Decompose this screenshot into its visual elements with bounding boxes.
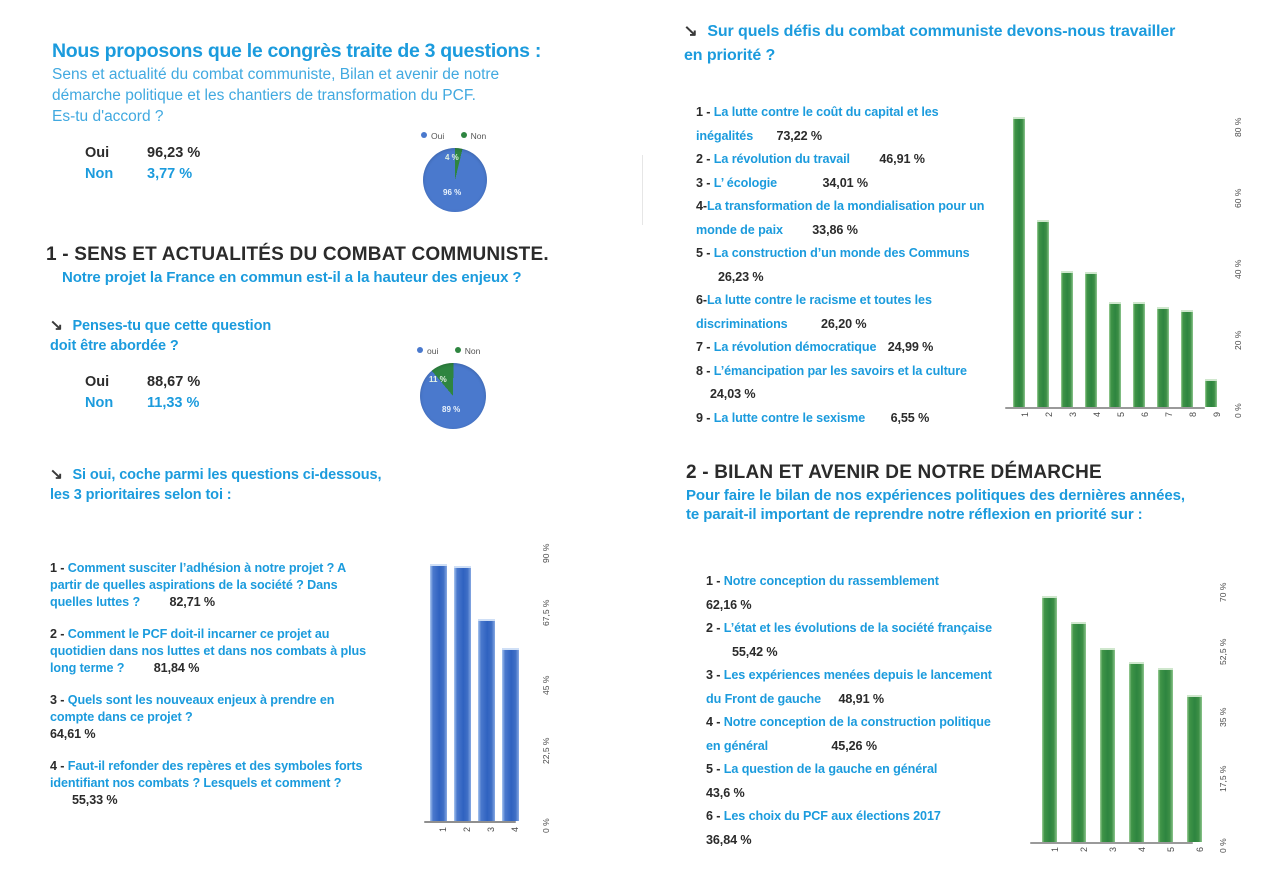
bar-chart-plot-area — [424, 545, 512, 823]
x-tick-8: 8 — [1188, 411, 1198, 417]
list-item-number: 5 - — [706, 762, 724, 776]
list-item-text: La révolution du travail — [713, 152, 850, 166]
list-item-number: 9 - — [696, 410, 714, 425]
x-tick-6: 6 — [1140, 411, 1150, 417]
bar-1 — [430, 564, 447, 821]
pie2-legend-label-non: Non — [464, 346, 481, 356]
y-tick-3: 60 % — [1233, 188, 1243, 208]
pie2-answer-table — [85, 372, 200, 414]
bar-6 — [1187, 695, 1202, 842]
y-tick-1: 22,5 % — [541, 737, 551, 764]
question-prioritaires-line-1: Si oui, coche parmi les questions ci-dessous, — [72, 467, 382, 483]
bar-2 — [1071, 622, 1086, 842]
intro-body-line-2: démarche politique et les chantiers de transformation du PCF. — [52, 87, 476, 104]
list-item-percent: 24,03 % — [710, 387, 756, 401]
bar-chart-section2-bilan — [1030, 570, 1270, 870]
section-1-subtitle: Notre projet la France en commun est-il a la hauteur des enjeux ? — [62, 269, 522, 286]
list-item-percent: 45,26 % — [831, 738, 877, 753]
list-item-percent: 81,84 % — [153, 661, 200, 675]
answer-label: Oui — [85, 374, 110, 390]
list-item — [50, 560, 380, 611]
pie2-minor-label: 11 % — [429, 375, 447, 384]
table-row — [85, 143, 200, 164]
pie1-legend-item-oui — [421, 131, 444, 141]
x-tick-5: 5 — [1116, 411, 1126, 417]
list-item-text: L’état et les évolutions de la société française — [723, 621, 992, 635]
list-item-text: L’émancipation par les savoirs et la culture — [713, 363, 967, 378]
y-tick-4: 90 % — [541, 543, 551, 563]
bar-chart-section1-priorites — [424, 545, 564, 845]
list-item-number: 3 - — [706, 668, 724, 682]
list-item — [696, 360, 986, 407]
bar-5 — [1109, 302, 1121, 407]
list-item — [50, 626, 380, 677]
bar-1 — [1042, 596, 1057, 842]
list-item-text: La construction d’un monde des Communs — [713, 246, 970, 260]
pie2-legend-label-oui: oui — [427, 346, 439, 356]
bar-4 — [1129, 662, 1144, 842]
scan-artifact-line — [642, 155, 643, 225]
bar-9 — [1205, 379, 1217, 407]
legend-swatch-icon — [421, 132, 427, 138]
pie1-minor-label: 4 % — [445, 153, 459, 162]
x-tick-1: 1 — [438, 826, 448, 832]
question-defis-heading — [684, 20, 1264, 68]
list-item-text: Quels sont les nouveaux enjeux à prendre en compte dans ce projet ? — [50, 693, 335, 724]
section-2-subtitle-line-2: te parait-il important de reprendre notre réflexion en priorité sur : — [686, 506, 1143, 523]
list-item — [50, 692, 380, 743]
question-prioritaires-line-2: les 3 prioritaires selon toi : — [50, 487, 232, 503]
bar-2 — [1037, 220, 1049, 407]
intro-body-line-3: Es-tu d'accord ? — [52, 108, 164, 125]
pie2-legend-item-non — [455, 346, 481, 356]
section-1-item-list — [50, 560, 380, 809]
question-defis-line-2: en priorité ? — [684, 47, 776, 64]
x-tick-3: 3 — [1068, 411, 1078, 417]
list-item-percent: 55,33 % — [72, 793, 118, 807]
bar-chart-defis-combat — [1005, 95, 1255, 435]
list-item-number: 4 - — [706, 715, 724, 729]
list-item-percent: 36,84 % — [706, 832, 752, 847]
x-tick-3: 3 — [1108, 846, 1118, 852]
list-item-number: 1 - — [696, 105, 714, 119]
answer-value: 11,33 % — [147, 395, 200, 411]
list-item-number: 5 - — [696, 246, 714, 260]
bar-4 — [502, 648, 519, 821]
x-tick-3: 3 — [486, 826, 496, 832]
question-abordee-heading — [50, 316, 380, 356]
list-item — [706, 664, 996, 711]
pie-chart-accord — [423, 148, 487, 212]
y-tick-3: 52,5 % — [1218, 638, 1228, 665]
arrow-down-right-icon: ↘ — [49, 317, 63, 334]
list-item — [696, 336, 986, 360]
section-2-title: 2 - BILAN ET AVENIR DE NOTRE DÉMARCHE — [686, 462, 1102, 483]
list-item-number: 8 - — [696, 363, 714, 378]
x-axis-line — [1005, 407, 1205, 409]
list-item-number: 4 - — [50, 759, 68, 773]
question-abordee-line-1: Penses-tu que cette question — [72, 318, 272, 334]
list-item — [706, 617, 996, 664]
list-item — [706, 711, 996, 758]
list-item — [696, 195, 986, 242]
list-item-number: 2 - — [706, 621, 724, 635]
y-tick-0: 0 % — [1218, 838, 1228, 853]
list-item-percent: 6,55 % — [890, 410, 930, 425]
list-item-percent: 46,91 % — [879, 152, 925, 166]
list-item — [696, 407, 986, 431]
x-tick-2: 2 — [1044, 411, 1054, 417]
list-item-percent: 55,42 % — [732, 644, 778, 659]
y-tick-0: 0 % — [541, 818, 551, 833]
bar-4 — [1085, 272, 1097, 407]
list-item-percent: 64,61 % — [50, 727, 96, 741]
list-item-text: Faut-il refonder des repères et des symboles forts identifiant nos combats ? Lesquels et comment ? — [50, 759, 363, 790]
arrow-down-right-icon: ↘ — [49, 466, 63, 483]
pie1-legend-label-non: Non — [470, 131, 487, 141]
defis-item-list — [696, 101, 986, 430]
intro-body — [52, 64, 614, 127]
intro-title: Nous proposons que le congrès traite de 3 questions : — [52, 40, 542, 62]
pie1-answer-table — [85, 143, 200, 185]
list-item-text: Notre conception du rassemblement — [723, 574, 939, 588]
list-item-percent: 24,99 % — [887, 340, 934, 354]
list-item — [696, 172, 986, 196]
answer-label: Oui — [85, 145, 110, 161]
x-tick-4: 4 — [510, 826, 520, 832]
list-item-text: Comment susciter l’adhésion à notre projet ? A partir de quelles aspirations de la société ? Dans quelles luttes ? — [50, 561, 346, 609]
answer-value: 96,23 % — [147, 145, 201, 161]
list-item-number: 2 - — [696, 152, 714, 166]
table-row — [85, 372, 200, 393]
bar-5 — [1158, 668, 1173, 842]
list-item-number: 4- — [696, 199, 707, 213]
list-item-number: 6- — [696, 293, 707, 307]
x-tick-5: 5 — [1166, 846, 1176, 852]
bar-7 — [1157, 307, 1169, 407]
bar-3 — [1100, 648, 1115, 842]
bar-3 — [478, 619, 495, 821]
list-item-text: La question de la gauche en général — [723, 762, 938, 776]
y-tick-4: 70 % — [1218, 582, 1228, 602]
list-item — [706, 805, 996, 852]
list-item — [696, 148, 986, 172]
y-tick-2: 40 % — [1233, 259, 1243, 279]
y-tick-0: 0 % — [1233, 403, 1243, 418]
list-item-number: 3 - — [50, 693, 68, 707]
x-tick-9: 9 — [1212, 411, 1222, 417]
pie1-legend-item-non — [461, 131, 487, 141]
x-tick-2: 2 — [1079, 846, 1089, 852]
list-item — [706, 758, 996, 805]
x-axis-line — [424, 821, 516, 823]
list-item-percent: 26,23 % — [718, 269, 764, 284]
legend-swatch-icon — [417, 347, 423, 353]
question-abordee-line-2: doit être abordée ? — [50, 338, 179, 354]
legend-swatch-icon — [455, 347, 461, 353]
list-item-text: La lutte contre le sexisme — [713, 410, 866, 425]
x-tick-6: 6 — [1195, 846, 1205, 852]
list-item — [696, 101, 986, 148]
list-item-text: La lutte contre le racisme et toutes les discriminations — [696, 293, 932, 331]
x-tick-1: 1 — [1050, 846, 1060, 852]
table-row — [85, 393, 200, 414]
list-item-text: La lutte contre le coût du capital et les inégalités — [696, 105, 939, 143]
list-item-text: Notre conception de la construction politique en général — [706, 715, 991, 753]
right-column — [660, 0, 1284, 894]
intro-body-line-1: Sens et actualité du combat communiste, Bilan et avenir de notre — [52, 66, 500, 83]
bar-chart-plot-area — [1030, 570, 1190, 844]
pie1-legend — [421, 131, 500, 141]
list-item-percent: 33,86 % — [812, 222, 858, 237]
bar-2 — [454, 566, 471, 821]
table-row — [85, 164, 200, 185]
x-tick-4: 4 — [1092, 411, 1102, 417]
y-tick-4: 80 % — [1233, 117, 1243, 137]
list-item-percent: 62,16 % — [706, 597, 752, 612]
list-item-number: 1 - — [50, 561, 68, 575]
x-tick-4: 4 — [1137, 846, 1147, 852]
y-tick-1: 17,5 % — [1218, 765, 1228, 792]
y-tick-2: 45 % — [541, 675, 551, 695]
answer-label: Non — [85, 395, 114, 411]
list-item-percent: 48,91 % — [838, 691, 884, 706]
list-item-percent: 73,22 % — [776, 128, 823, 143]
list-item-text: La révolution démocratique — [713, 340, 877, 354]
bar-8 — [1181, 310, 1193, 407]
list-item-number: 2 - — [50, 627, 68, 641]
list-item-number: 1 - — [706, 574, 724, 588]
pie1-major-label: 96 % — [443, 188, 462, 197]
y-tick-2: 35 % — [1218, 707, 1228, 727]
legend-swatch-icon — [461, 132, 467, 138]
answer-label: Non — [85, 166, 114, 182]
section-2-item-list — [706, 570, 996, 852]
x-tick-2: 2 — [462, 826, 472, 832]
bar-3 — [1061, 271, 1073, 407]
pie2-legend-item-oui — [417, 346, 438, 356]
list-item-number: 3 - — [696, 175, 714, 190]
pie-chart-question-abordee — [420, 363, 486, 429]
arrow-down-right-icon: ↘ — [683, 23, 698, 40]
bar-1 — [1013, 117, 1025, 407]
list-item-text: Les expériences menées depuis le lancement du Front de gauche — [706, 668, 992, 706]
section-1-title: 1 - SENS ET ACTUALITÉS DU COMBAT COMMUNISTE. — [46, 244, 549, 265]
list-item-number: 6 - — [706, 809, 724, 823]
list-item-percent: 43,6 % — [706, 785, 745, 800]
bar-chart-plot-area — [1005, 95, 1201, 409]
list-item-text: Comment le PCF doit-il incarner ce projet au quotidien dans nos luttes et dans nos combats à plus long terme ? — [50, 627, 366, 675]
pie2-legend — [417, 346, 494, 356]
list-item — [696, 289, 986, 336]
section-2-subtitle-line-1: Pour faire le bilan de nos expériences politiques des dernières années, — [686, 487, 1185, 504]
x-tick-7: 7 — [1164, 411, 1174, 417]
list-item-percent: 34,01 % — [822, 175, 869, 190]
list-item-text: Les choix du PCF aux élections 2017 — [723, 809, 941, 823]
pie1-legend-label-oui: Oui — [431, 131, 445, 141]
answer-value: 88,67 % — [147, 374, 201, 390]
list-item — [50, 758, 380, 809]
list-item — [706, 570, 996, 617]
list-item — [696, 242, 986, 289]
section-2-subtitle — [686, 486, 1266, 524]
list-item-text: L’ écologie — [713, 175, 778, 190]
pie2-major-label: 89 % — [442, 405, 461, 414]
list-item-percent: 26,20 % — [820, 316, 867, 331]
y-tick-1: 20 % — [1233, 330, 1243, 350]
question-prioritaires-heading — [50, 465, 450, 505]
y-tick-3: 67,5 % — [541, 599, 551, 626]
bar-6 — [1133, 302, 1145, 407]
answer-value: 3,77 % — [147, 166, 193, 182]
question-defis-line-1: Sur quels défis du combat communiste devons-nous travailler — [707, 23, 1176, 40]
list-item-percent: 82,71 % — [169, 595, 215, 609]
list-item-text: La transformation de la mondialisation pour un monde de paix — [696, 199, 985, 237]
x-tick-1: 1 — [1020, 411, 1030, 417]
x-axis-line — [1030, 842, 1193, 844]
list-item-number: 7 - — [696, 340, 714, 354]
